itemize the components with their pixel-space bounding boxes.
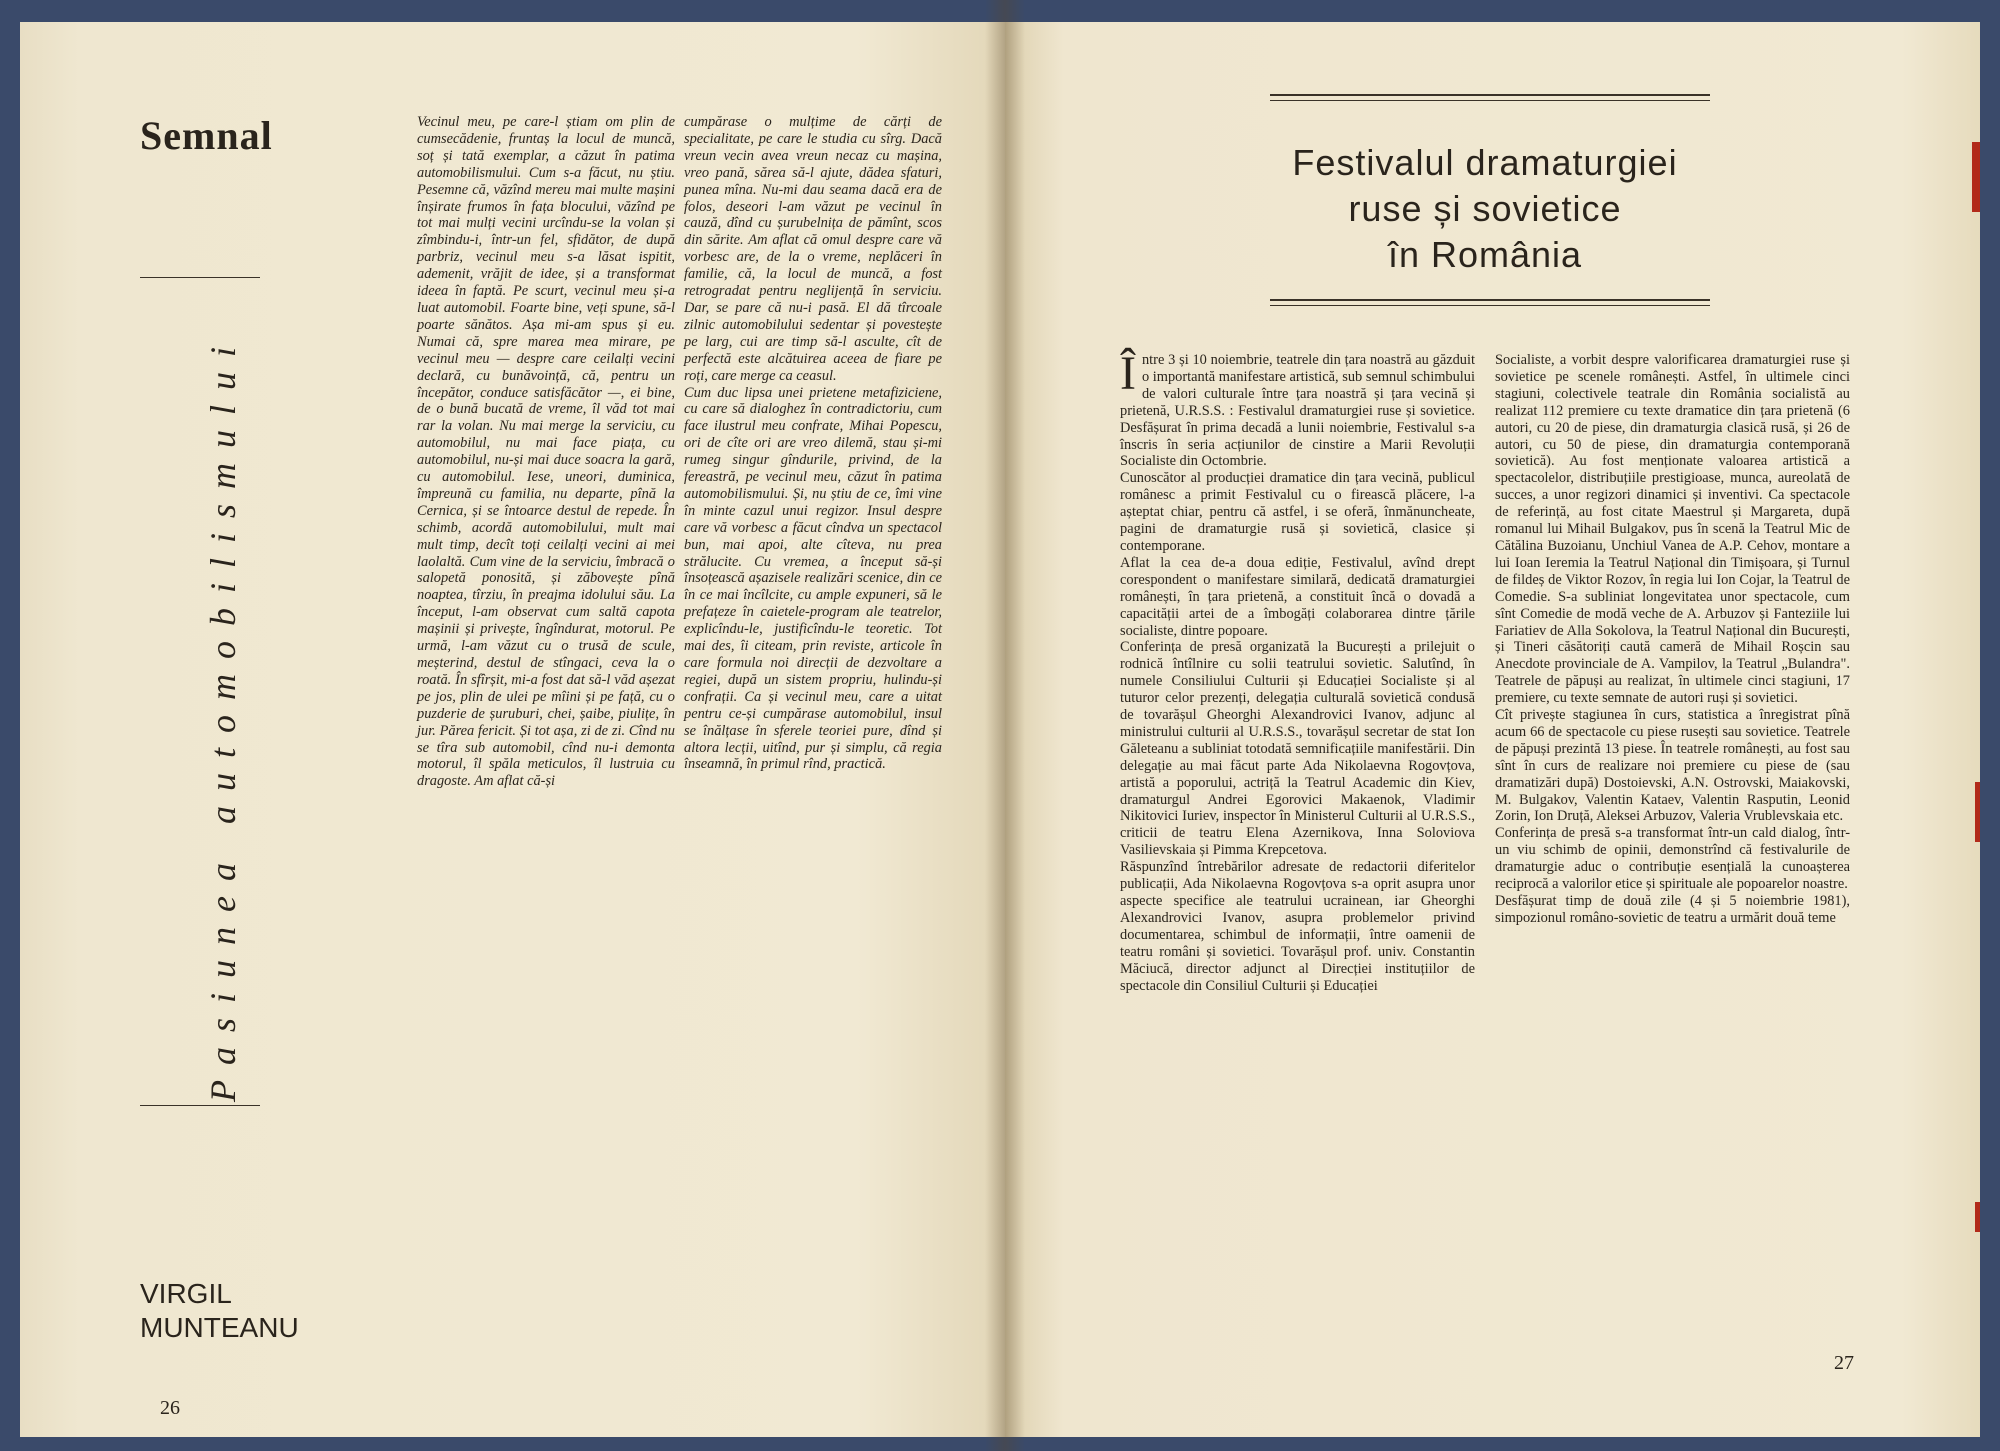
column-1-text: ntre 3 și 10 noiembrie, teatrele din țara noastră au găzduit o importantă manifestare artistică, sub semnul schimbului de valori culturale între țara noastră și țara vecină și prietenă, U.R.S.S. : Festivalul dramaturgiei ruse și sovietice. Desfășurat în prima decadă a lunii noiembrie, Festivalul s-a înscris în seria acțiunilor de cinstire a Marii Revoluții Socialiste din Octombrie. Cunoscător al producției dramatice din țara vecină, publicul românesc a primit Festivalul cu o firească plăcere, l-a așteptat chiar, pentru că astfel, i se oferă, înmănuncheate, pagini de dramaturgie rusă și sovietică, clasice și contemporane. Aflat la cea de-a doua ediție, Festivalul, avînd drept corespondent o manifestare similară, dedicată dramaturgiei românești, în țara prietenă, a constituit încă o dovadă a capacității artei de a îmbogăți colaborarea dintre țările socialiste, dintre popoare. Conferința de presă organizată la București a prilejuit o rodnică întîlnire cu solii teatrului sovietic. Salutînd, în numele Consiliului Culturii și Educației Socialiste și al tuturor celor prezenți, delegația culturală sovietică condusă de tovarășul Gheorghi Alexandrovici Ivanov, adjunc al ministrului culturii al U.R.S.S., tovarășul secretar de stat Ion Găleteanu a subliniat totodată semnificațiile manifestării. Din delegație au mai făcut parte Ada Nikolaevna Rogovțova, artistă a poporului, actriță la Teatrul Academic din Kiev, dramaturgul Andrei Egorovici Makaenok, Vladimir Nikitovici Iuriev, inspector în Ministerul Culturii al U.R.S.S., criticii de teatru Elena Azernikova, Inna Soloviova Vasilievskaia și Pimma Krepcetova. Răspunzînd întrebărilor adresate de redactorii diferitelor publicații, Ada Nikolaevna Rogovțova s-a oprit asupra unor aspecte specifice ale teatrului ucrainean, iar Gheorghi Alexandrovici Ivanov, asupra problemelor privind documentarea, schimbul de informații, între oamenii de teatru români și sovietici. Tovarășul prof. univ. Constantin Măciucă, director adjunct al Direcției instituțiilor de spectacole din Consiliul Culturii și Educației bbox=[1120, 352, 1475, 994]
edge-tab-marker bbox=[1972, 142, 1980, 212]
title-line-1: Festivalul dramaturgiei bbox=[1292, 142, 1678, 183]
title-rule-bottom bbox=[1270, 299, 1710, 306]
title-rule-top bbox=[1270, 94, 1710, 101]
edge-tab-marker bbox=[1975, 782, 1980, 842]
article-title bbox=[1185, 140, 1785, 278]
article-column-2: cumpărase o mulțime de cărți de specialitate, pe care le studia cu sîrg. Dacă vreun vecin avea vreun necaz cu mașina, vreo pană, sărea să-l ajute, dădea sfaturi, punea mîna. Nu-mi dau seama dacă era de folos, deseori l-am văzut pe vecinul în cauză, dînd cu șurubelnița de pămînt, scos din sărite. Am aflat că omul despre care vă vorbesc are, de la o vreme, neplăceri în familie, că, la locul de muncă, a fost retrogradat pentru neglijență în serviciu. Dar, se pare că nu-i pasă. El dă tîrcoale zilnic automobilului sedentar și povestește pe larg, cui are timp să-l asculte, cît de perfectă este alcătuirea aceea de fiare pe roți, care merge ca ceasul. Cum duc lipsa unei prietene metafiziciene, cu care să dialoghez în contradictoriu, cum face ilustrul meu confrate, Mihai Popescu, ori de cîte ori are vreo dilemă, stau și-mi rumeg singur gîndurile, privind, de la fereastră, pe vecinul meu, căzut în patima automobilismului. Și, nu știu de ce, îmi vine în minte cazul unui regizor. Insul despre care vă vorbesc a făcut cîndva un spectacol bun, mai apoi, alte cîteva, nu prea strălucite. Cu vremea, a început să-și însoțească așazisele realizări scenice, din ce în ce mai încîlcite, cu ample expuneri, să le prefațeze în caietele-program ale teatrelor, explicîndu-le, justificîndu-le teoretic. Tot mai des, îi citeam, prin reviste, articole în care formula noi direcții de dezvoltare a regiei, după un sistem propriu, hulindu-și confrații. Ca și vecinul meu, care a uitat pentru ce-și cumpărase automobilul, insul se înălțase în sferele teoriei pure, dînd și altora lecții, uitînd, pur și simplu, că regia înseamnă, în primul rînd, practică. bbox=[684, 114, 942, 773]
author-name bbox=[140, 1277, 299, 1345]
left-page bbox=[20, 22, 1005, 1437]
article-column-1 bbox=[1120, 347, 1475, 994]
drop-cap: Î bbox=[1120, 347, 1136, 400]
title-line-3: în România bbox=[1387, 234, 1583, 275]
page-number-right: 27 bbox=[1834, 1352, 1854, 1374]
article-title-vertical: Pasiunea automobilismului bbox=[203, 332, 243, 1102]
article-column-1: Vecinul meu, pe care-l știam om plin de cumsecădenie, fruntaș la locul de muncă, soț și tată exemplar, a căzut în patima automobilismului. Cum s-a făcut, nu știu. Pesemne că, văzînd mereu mai multe mașini înșirate frumos în fața blocului, văzînd pe tot mai mulți vecini urcîndu-se la volan și zîmbindu-i, într-un fel, sfidător, de după parbriz, vecinul meu s-a lăsat ispitit, ademenit, vrăjit de idee, și a transformat ideea în faptă. Pe scurt, vecinul meu și-a luat automobil. Foarte bine, veți spune, să-l poarte sănătos. Așa mi-am spus și eu. Numai că, spre marea mea mirare, pe vecinul meu — despre care ceilalți vecini declară, cu bunăvoință, că, pentru un începător, conduce satisfăcător —, ei bine, de o bună bucată de vreme, îl văd tot mai rar la volan. Nu mai merge la serviciu, cu automobilul, nu mai face piața, cu automobilul, nu-și mai duce soacra la gară, cu automobilul. Iese, uneori, duminica, împreună cu familia, nu departe, pînă la Cernica, și se întoarce destul de repede. În schimb, acordă automobilului, mult mai mult timp, decît toți ceilalți vecini ai mei laolaltă. Cum vine de la serviciu, îmbracă o salopetă ponosită, și zăbovește pînă noaptea, tîrziu, în preajma idolului său. La început, l-am observat cum saltă capota mașinii și privește, îngîndurat, motorul. Pe urmă, l-am văzut cu o trusă de scule, meșterind, destul de stîngaci, ceva la o roată. În sfîrșit, mi-a fost dat să-l văd așezat pe jos, plin de ulei pe mîini și pe față, cu o puzderie de șuruburi, chei, șaibe, piulițe, în jur. Părea fericit. Și tot așa, zi de zi. Cînd nu se tîra sub automobil, cînd nu-i demonta motorul, îl spăla meticulos, îl lustruia cu dragoste. Am aflat că-și bbox=[417, 114, 675, 790]
divider bbox=[140, 1105, 260, 1106]
divider bbox=[140, 277, 260, 278]
page-number-left: 26 bbox=[160, 1397, 180, 1419]
right-page bbox=[1005, 22, 1980, 1437]
section-label: Semnal bbox=[140, 113, 273, 158]
title-line-2: ruse și sovietice bbox=[1348, 188, 1622, 229]
author-last-name: MUNTEANU bbox=[140, 1312, 299, 1343]
author-first-name: VIRGIL bbox=[140, 1278, 232, 1309]
edge-tab-marker bbox=[1975, 1202, 1980, 1232]
article-column-2: Socialiste, a vorbit despre valorificarea dramaturgiei ruse și sovietice pe scenele românești. Astfel, în ultimele cinci stagiuni, colectivele teatrale din România socialistă au realizat 112 premiere cu texte dramatice din țara prietenă (6 autori, cu 20 de piese, din dramaturgia clasică rusă, și 26 de autori, cu 50 de piese, din dramaturgia contemporană sovietică). Au fost menționate valoarea artistică a spectacolelor, distribuțiile prestigioase, munca, aureolată de succes, a unor regizori dinamici și inventivi. Ca spectacole de referință, au fost citate Maestrul și Margareta, după romanul lui Mihail Bulgakov, pus în scenă la Teatrul Mic de Cătălina Buzoianu, Unchiul Vanea de A.P. Cehov, montare a lui Ioan Ieremia la Teatrul Național din Timișoara, și Turnul de fildeș de Viktor Rozov, în regia lui Ion Cojar, la Teatrul de Comedie. S-a subliniat longevitatea unor spectacole, cum sînt Comedie de modă veche de A. Arbuzov și Fanteziile lui Fariatiev de Alla Sokolova, la Teatrul Național din București, și Tineri căsătoriți caută cameră de Mihail Roșcin sau Anecdote provinciale de A. Vampilov, la Teatrul „Bulandra". Teatrele de păpuși au realizat, în ultimele cinci stagiuni, 17 premiere, cu texte semnate de autori ruși și sovietici. Cît privește stagiunea în curs, statistica a înregistrat pînă acum 66 de spectacole cu piese rusești sau sovietice. Teatrele de păpuși prezintă 13 piese. În teatrele românești, au fost sau sînt în curs de realizare noi premiere cu piese de (sau dramatizări după) Dostoievski, A.N. Ostrovski, Maiakovski, M. Bulgakov, Valentin Kataev, Valentin Rasputin, Leonid Zorin, Ion Druță, Aleksei Arbuzov, Valeria Vrublevskaia etc. Conferința de presă s-a transformat într-un cald dialog, într-un viu schimb de opinii, demonstrînd că festivalurile de dramaturgie aduc o contribuție esențială la cunoașterea reciprocă a valorilor etice și spirituale ale popoarelor noastre. Desfășurat timp de două zile (4 și 5 noiembrie 1981), simpozionul româno-sovietic de teatru a urmărit două teme bbox=[1495, 352, 1850, 926]
book-gutter bbox=[985, 0, 1025, 1451]
